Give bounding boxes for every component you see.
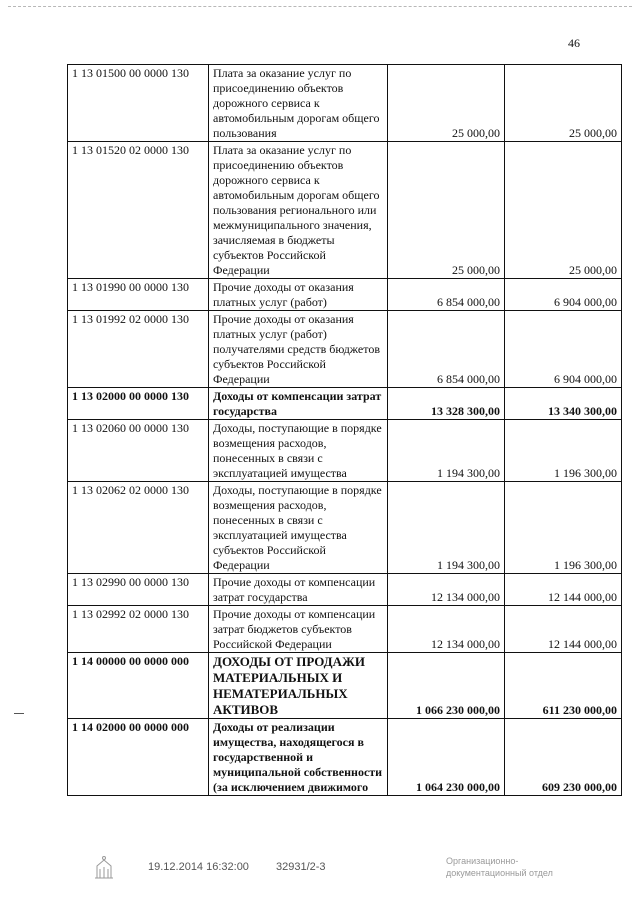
value-col2-cell: 25 000,00 bbox=[505, 65, 622, 142]
name-cell: ДОХОДЫ ОТ ПРОДАЖИ МАТЕРИАЛЬНЫХ И НЕМАТЕРИАЛЬНЫХ АКТИВОВ bbox=[209, 653, 388, 719]
value-col1-cell: 1 194 300,00 bbox=[388, 482, 505, 574]
name-cell: Прочие доходы от оказания платных услуг (работ) bbox=[209, 279, 388, 311]
page-number: 46 bbox=[568, 36, 580, 50]
value-col2-cell: 12 144 000,00 bbox=[505, 606, 622, 653]
value-col2-cell: 6 904 000,00 bbox=[505, 311, 622, 388]
value-col1-cell: 12 134 000,00 bbox=[388, 574, 505, 606]
name-cell: Прочие доходы от компенсации затрат государства bbox=[209, 574, 388, 606]
value-col2-cell: 1 196 300,00 bbox=[505, 482, 622, 574]
table-row bbox=[68, 279, 622, 311]
value-col2-cell: 12 144 000,00 bbox=[505, 574, 622, 606]
footer-datetime: 19.12.2014 16:32:00 bbox=[148, 861, 249, 873]
code-cell: 1 13 02992 02 0000 130 bbox=[68, 606, 209, 653]
table-row bbox=[68, 574, 622, 606]
value-col1-cell: 6 854 000,00 bbox=[388, 279, 505, 311]
table-row bbox=[68, 719, 622, 796]
table-row bbox=[68, 311, 622, 388]
footer-org-line1: Организационно- bbox=[446, 856, 519, 866]
margin-mark bbox=[14, 713, 24, 714]
code-cell: 1 13 02062 02 0000 130 bbox=[68, 482, 209, 574]
table-row bbox=[68, 653, 622, 719]
value-col1-cell: 6 854 000,00 bbox=[388, 311, 505, 388]
code-cell: 1 13 01990 00 0000 130 bbox=[68, 279, 209, 311]
table-row bbox=[68, 606, 622, 653]
name-cell: Плата за оказание услуг по присоединению объектов дорожного сервиса к автомобильным дорогам общего пользования bbox=[209, 65, 388, 142]
table-row bbox=[68, 65, 622, 142]
scan-top-line bbox=[8, 6, 632, 7]
footer-org-line2: документационный отдел bbox=[446, 868, 553, 878]
value-col1-cell: 13 328 300,00 bbox=[388, 388, 505, 420]
table-row bbox=[68, 388, 622, 420]
name-cell: Доходы от компенсации затрат государства bbox=[209, 388, 388, 420]
code-cell: 1 13 01500 00 0000 130 bbox=[68, 65, 209, 142]
name-cell: Доходы от реализации имущества, находящегося в государственной и муниципальной собственности (за исключением движимого bbox=[209, 719, 388, 796]
emblem-stamp-icon bbox=[90, 854, 118, 882]
value-col1-cell: 25 000,00 bbox=[388, 65, 505, 142]
value-col2-cell: 1 196 300,00 bbox=[505, 420, 622, 482]
value-col2-cell: 611 230 000,00 bbox=[505, 653, 622, 719]
table-row bbox=[68, 482, 622, 574]
value-col1-cell: 1 194 300,00 bbox=[388, 420, 505, 482]
code-cell: 1 13 02000 00 0000 130 bbox=[68, 388, 209, 420]
value-col1-cell: 12 134 000,00 bbox=[388, 606, 505, 653]
footer-org-stamp bbox=[446, 855, 553, 879]
value-col1-cell: 1 064 230 000,00 bbox=[388, 719, 505, 796]
revenue-table bbox=[67, 64, 622, 796]
name-cell: Доходы, поступающие в порядке возмещения расходов, понесенных в связи с эксплуатацией имущества субъектов Российской Федерации bbox=[209, 482, 388, 574]
code-cell: 1 14 00000 00 0000 000 bbox=[68, 653, 209, 719]
revenue-table-body bbox=[68, 65, 622, 796]
value-col2-cell: 13 340 300,00 bbox=[505, 388, 622, 420]
code-cell: 1 13 02060 00 0000 130 bbox=[68, 420, 209, 482]
value-col2-cell: 25 000,00 bbox=[505, 142, 622, 279]
value-col2-cell: 609 230 000,00 bbox=[505, 719, 622, 796]
code-cell: 1 14 02000 00 0000 000 bbox=[68, 719, 209, 796]
code-cell: 1 13 01992 02 0000 130 bbox=[68, 311, 209, 388]
name-cell: Прочие доходы от компенсации затрат бюджетов субъектов Российской Федерации bbox=[209, 606, 388, 653]
name-cell: Прочие доходы от оказания платных услуг (работ) получателями средств бюджетов субъектов Российской Федерации bbox=[209, 311, 388, 388]
value-col2-cell: 6 904 000,00 bbox=[505, 279, 622, 311]
code-cell: 1 13 01520 02 0000 130 bbox=[68, 142, 209, 279]
value-col1-cell: 1 066 230 000,00 bbox=[388, 653, 505, 719]
table-row bbox=[68, 420, 622, 482]
name-cell: Плата за оказание услуг по присоединению объектов дорожного сервиса к автомобильным дорогам общего пользования регионального или межмуниципального значения, зачисляемая в бюджеты субъектов Российской Федерации bbox=[209, 142, 388, 279]
name-cell: Доходы, поступающие в порядке возмещения расходов, понесенных в связи с эксплуатацией имущества bbox=[209, 420, 388, 482]
table-row bbox=[68, 142, 622, 279]
footer-doc-number: 32931/2-3 bbox=[276, 861, 326, 873]
code-cell: 1 13 02990 00 0000 130 bbox=[68, 574, 209, 606]
value-col1-cell: 25 000,00 bbox=[388, 142, 505, 279]
